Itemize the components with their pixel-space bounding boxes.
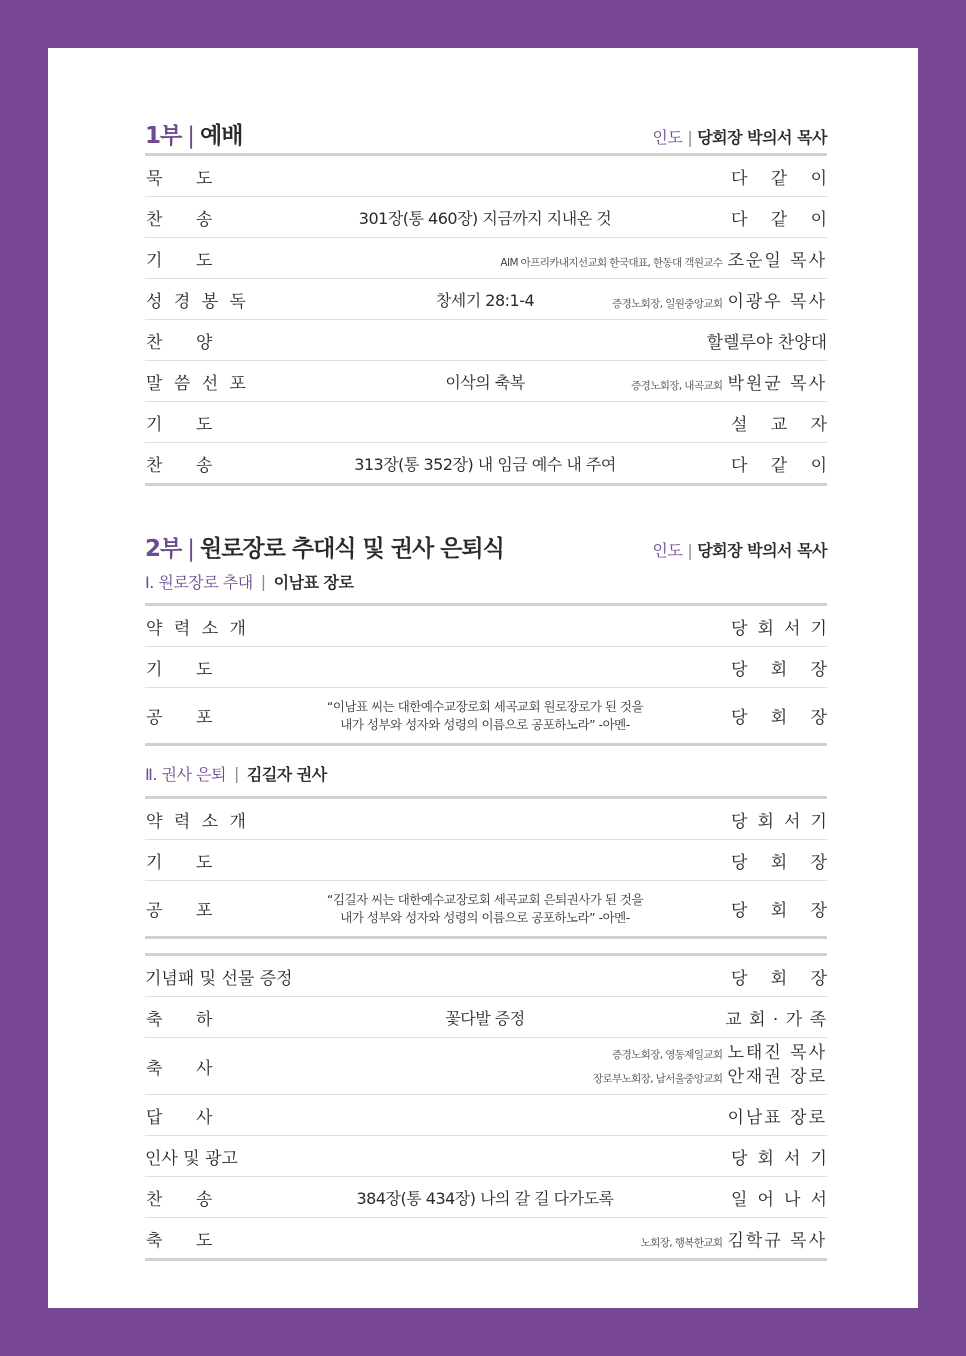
char: 축 [146, 1058, 163, 1079]
char: 이 [810, 168, 827, 189]
char: 찬 [146, 332, 163, 353]
divider: | [687, 541, 693, 560]
item-label [145, 1185, 246, 1210]
performer [631, 369, 827, 394]
char: 기 [810, 618, 827, 639]
table-row [145, 156, 827, 197]
char: 도 [196, 168, 213, 189]
char: 같 [770, 455, 788, 476]
char: 봉 [201, 291, 219, 312]
table-row [145, 1136, 827, 1177]
char: 송 [196, 1189, 213, 1210]
char: 당 [731, 852, 748, 873]
part2-number: 2부 [145, 536, 182, 562]
item-label [145, 1054, 246, 1079]
hymn: 301장(통 460장) 지금까지 지내온 것 [358, 208, 612, 228]
char: 약 [146, 618, 163, 639]
flower-presentation: 꽃다발 증정 [445, 1008, 525, 1028]
char: 묵 [146, 168, 163, 189]
part1-leader [652, 125, 827, 150]
performer [727, 1103, 827, 1128]
char: 설 [731, 414, 748, 435]
char: 회 [757, 618, 774, 639]
divider: | [233, 763, 239, 783]
char: 회 [757, 1148, 774, 1169]
sub1-label: Ⅰ. 원로장로 추대 [145, 572, 253, 592]
performer [731, 164, 827, 189]
performer [731, 1144, 827, 1169]
table-row [145, 320, 827, 361]
performer [731, 410, 827, 435]
performer-title: 증경노회장, 내곡교회 [631, 379, 723, 392]
char: 이 [810, 455, 827, 476]
proclamation-quote [295, 891, 675, 927]
char: 회 [770, 708, 788, 728]
char: 소 [201, 618, 219, 639]
performer-title: 장로부노회장, 남서울중앙교회 [592, 1073, 723, 1085]
char: 소 [201, 811, 219, 832]
scripture: 창세기 28:1-4 [435, 290, 535, 310]
performer [593, 1066, 827, 1090]
performer-name: 조운일 목사 [727, 250, 827, 271]
char: 축 [146, 1009, 163, 1030]
char: 같 [770, 209, 788, 230]
performer-name: 안재권 장로 [727, 1067, 827, 1087]
item-label [145, 703, 246, 728]
quote-line: 내가 성부와 성자와 성령의 이름으로 공포하노라” -아멘- [340, 909, 630, 925]
item-label [145, 205, 246, 230]
item-label [145, 246, 246, 271]
performer [731, 614, 827, 639]
performer [731, 451, 827, 476]
performer [731, 655, 827, 680]
table-row [145, 197, 827, 238]
part1-section [145, 110, 827, 486]
char: 당 [731, 618, 748, 639]
char: 포 [196, 901, 213, 921]
item-label [145, 1103, 246, 1128]
performer-title: 노회장, 행복한교회 [640, 1236, 723, 1249]
char: 서 [784, 618, 801, 639]
performer-name: 이남표 장로 [727, 1107, 827, 1128]
performer-name: 노태진 목사 [727, 1043, 827, 1063]
table-row [145, 1095, 827, 1136]
char: 기 [810, 811, 827, 832]
item-label [145, 328, 246, 353]
char: 말 [146, 373, 163, 394]
part2-header [145, 523, 827, 563]
char: 이 [810, 209, 827, 230]
table-row [145, 1177, 827, 1218]
item-label [145, 896, 246, 921]
table-row [145, 956, 827, 997]
divider: | [187, 123, 194, 149]
sub1-person: 이남표 장로 [273, 572, 354, 592]
performer-title: AIM 아프리카내지선교회 한국대표, 한동대 객원교수 [500, 256, 723, 269]
bulletin-page [48, 48, 918, 1308]
part2-title-text: 원로장로 추대식 및 권사 은퇴식 [199, 536, 504, 562]
performer [500, 246, 827, 271]
item-label [145, 1226, 246, 1251]
performer-title: 증경노회장, 일원중앙교회 [612, 297, 723, 310]
char: 성 [146, 291, 163, 312]
part2-leader [652, 538, 827, 563]
char: 장 [810, 852, 827, 873]
char: 도 [196, 1230, 213, 1251]
quote-line: 내가 성부와 성자와 성령의 이름으로 공포하노라” -아멘- [340, 716, 630, 732]
item-label [145, 848, 246, 873]
table-row [145, 1038, 827, 1095]
char: 답 [146, 1107, 163, 1128]
char: 당 [731, 968, 748, 989]
char: 포 [196, 708, 213, 728]
char: 장 [810, 708, 827, 728]
sub2-header [145, 746, 827, 796]
part1-header [145, 110, 827, 150]
char: 일 [731, 1189, 748, 1210]
char: 다 [731, 455, 748, 476]
char: 어 [757, 1189, 774, 1210]
char: 찬 [146, 209, 163, 230]
char: 약 [146, 811, 163, 832]
performer [707, 328, 827, 353]
performer [731, 703, 827, 728]
char: 장 [810, 901, 827, 921]
performer [731, 1185, 827, 1210]
hymn: 384장(통 434장) 나의 갈 길 다가도록 [356, 1188, 614, 1208]
char: 회 [770, 659, 788, 680]
char: 서 [784, 811, 801, 832]
item-label [145, 451, 246, 476]
char: 기 [810, 1148, 827, 1169]
table-row [145, 1218, 827, 1261]
char: 도 [196, 852, 213, 873]
performer-title: 증경노회장, 영동제일교회 [612, 1049, 723, 1061]
performer-name: 이광우 목사 [727, 291, 827, 312]
char: 기 [146, 414, 163, 435]
table-row [145, 606, 827, 647]
table-row [145, 238, 827, 279]
char: 서 [784, 1148, 801, 1169]
char: 회 [757, 811, 774, 832]
char: 나 [784, 1189, 801, 1210]
leader-label: 인도 [652, 541, 683, 560]
leader-name: 당회장 박의서 목사 [697, 541, 827, 560]
table-row [145, 361, 827, 402]
char: 기 [146, 852, 163, 873]
char: 기 [146, 659, 163, 680]
table-row [145, 799, 827, 840]
table-row [145, 647, 827, 688]
performer [725, 1005, 827, 1030]
table-row [145, 840, 827, 881]
char: 같 [770, 168, 788, 189]
char: 찬 [146, 1189, 163, 1210]
leader-label: 인도 [652, 128, 683, 147]
char: 기 [146, 250, 163, 271]
proclamation-quote [295, 698, 675, 734]
sub2-person: 김길자 권사 [246, 764, 327, 784]
char: 회 [770, 901, 788, 921]
sermon-title: 이삭의 축복 [445, 372, 525, 392]
char: 송 [196, 209, 213, 230]
item-label [145, 369, 246, 394]
table-row [145, 443, 827, 486]
char: 개 [229, 811, 246, 832]
item-label: 기념패 및 선물 증정 [145, 968, 293, 989]
item-label [145, 807, 246, 832]
char: 공 [146, 901, 163, 921]
char: 력 [173, 618, 191, 639]
char: 당 [731, 1148, 748, 1169]
item-label [145, 287, 246, 312]
char: 당 [731, 708, 748, 728]
char: 장 [810, 659, 827, 680]
char: 도 [196, 414, 213, 435]
table-row [145, 997, 827, 1038]
performer [731, 807, 827, 832]
char: 교 [770, 414, 788, 435]
item-label [145, 410, 246, 435]
char: 씀 [173, 373, 191, 394]
char: 선 [201, 373, 219, 394]
item-label: 인사 및 광고 [145, 1148, 238, 1169]
char: 포 [229, 373, 246, 394]
item-label [145, 164, 246, 189]
performer-name: 교 회 · 가 족 [725, 1009, 827, 1030]
char: 력 [173, 811, 191, 832]
char: 회 [770, 968, 788, 989]
part1-title [145, 117, 242, 150]
table-row [145, 279, 827, 320]
item-label [145, 1005, 246, 1030]
divider: | [187, 536, 194, 562]
char: 장 [810, 968, 827, 989]
char: 자 [810, 414, 827, 435]
char: 개 [229, 618, 246, 639]
item-label [145, 614, 246, 639]
performer [731, 896, 827, 921]
char: 송 [196, 455, 213, 476]
performer [612, 1042, 827, 1066]
divider: | [260, 571, 266, 591]
char: 사 [196, 1058, 213, 1079]
char: 양 [196, 332, 213, 353]
char: 당 [731, 901, 748, 921]
performer [731, 964, 827, 989]
char: 다 [731, 209, 748, 230]
table-row [145, 402, 827, 443]
item-label [145, 655, 246, 680]
table-row [145, 881, 827, 939]
performer [731, 205, 827, 230]
char: 도 [196, 250, 213, 271]
performer-name: 박원균 목사 [727, 373, 827, 394]
char: 독 [229, 291, 246, 312]
char: 찬 [146, 455, 163, 476]
divider: | [687, 128, 693, 147]
table-row [145, 688, 827, 746]
performer [641, 1226, 827, 1251]
char: 축 [146, 1230, 163, 1251]
char: 서 [810, 1189, 827, 1210]
quote-line: “이남표 씨는 대한예수교장로회 세곡교회 원로장로가 된 것을 [326, 698, 644, 714]
char: 경 [173, 291, 191, 312]
sub2-label: Ⅱ. 권사 은퇴 [145, 764, 226, 784]
char: 도 [196, 659, 213, 680]
hymn: 313장(통 352장) 내 임금 예수 내 주여 [354, 454, 616, 474]
char: 다 [731, 168, 748, 189]
char: 당 [731, 811, 748, 832]
char: 사 [196, 1107, 213, 1128]
part1-title-text: 예배 [199, 123, 243, 149]
quote-line: “김길자 씨는 대한예수교장로회 세곡교회 은퇴권사가 된 것을 [326, 891, 644, 907]
part1-number: 1부 [145, 123, 182, 149]
part2-section [145, 523, 827, 1261]
performer-list [593, 1042, 827, 1090]
performer-name: 할렐루야 찬양대 [706, 332, 827, 353]
part2-title [145, 530, 504, 563]
performer-name: 김학규 목사 [727, 1230, 827, 1251]
leader-name: 당회장 박의서 목사 [697, 128, 827, 147]
char: 회 [770, 852, 788, 873]
performer [731, 848, 827, 873]
char: 당 [731, 659, 748, 680]
sub1-header [145, 563, 827, 599]
char: 하 [196, 1009, 213, 1030]
char: 공 [146, 708, 163, 728]
